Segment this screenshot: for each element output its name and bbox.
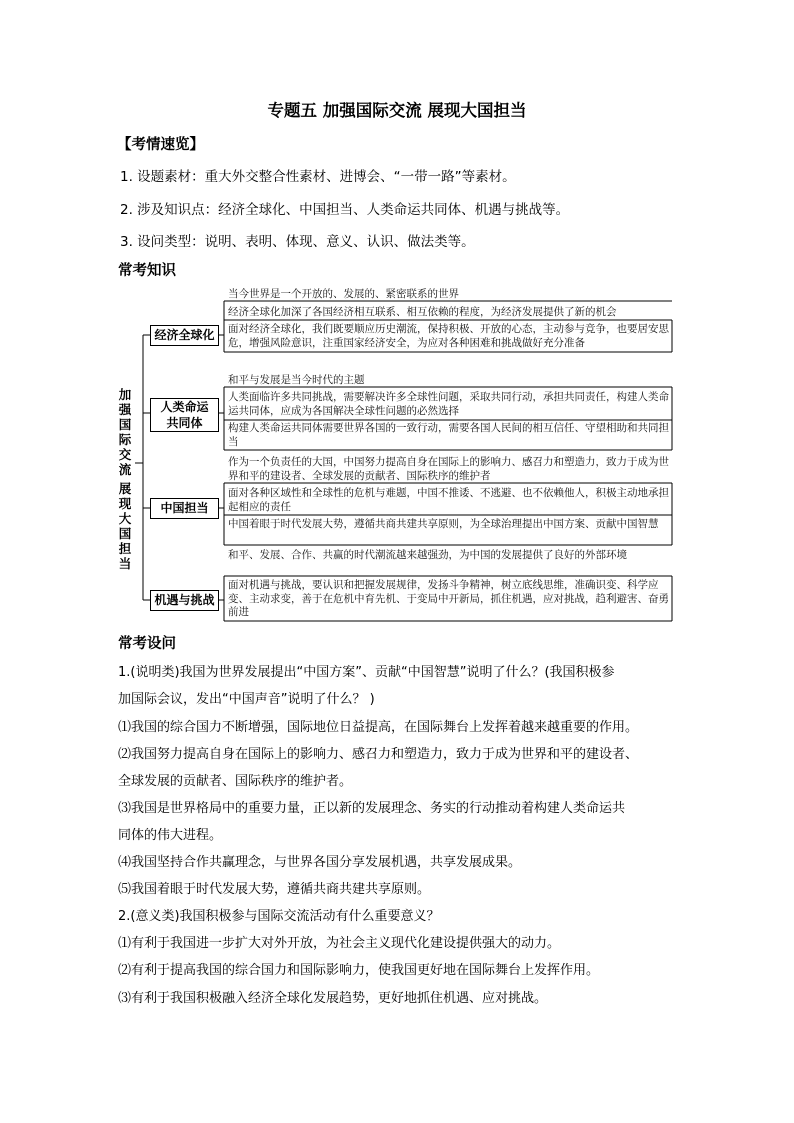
mindmap-root-char: 强 xyxy=(118,402,132,417)
answer-line: 同体的伟大进程。 xyxy=(118,828,223,843)
mindmap-root-char: 流 xyxy=(118,462,132,477)
category-china-responsibility: 中国担当 xyxy=(150,498,219,519)
overview-heading: 【考情速览】 xyxy=(117,137,204,153)
answer-line: 全球发展的贡献者、国际秩序的维护者。 xyxy=(118,774,353,789)
mindmap-leaf: 构建人类命运共同体需要世界各国的一致行动，需要各国人民间的相互信任、守望相助和共同担当 xyxy=(228,422,669,448)
mindmap-leaf: 当今世界是一个开放的、发展的、紧密联系的世界 xyxy=(228,288,459,300)
mindmap-leaf: 和平与发展是当今时代的主题 xyxy=(228,374,365,386)
mindmap-root-char: 当 xyxy=(118,556,132,571)
answer-line: ⑴有利于我国进一步扩大对外开放，为社会主义现代化建设提供强大的动力。 xyxy=(118,936,561,951)
category-label-line: 共同体 xyxy=(166,416,203,430)
answer-line: ⑵我国努力提高自身在国际上的影响力、感召力和塑造力，致力于成为世界和平的建设者、 xyxy=(118,747,639,762)
mindmap-root-char: 国 xyxy=(118,526,132,541)
answer-line: ⑷我国坚持合作共赢理念，与世界各国分享发展机遇，共享发展成果。 xyxy=(118,855,522,870)
mindmap-leaf: 面对各种区域性和全球性的危机与难题，中国不推诿、不逃避、也不依赖他人，积极主动地承担起相应的责任 xyxy=(228,487,669,513)
question-2: 2.(意义类)我国积极参与国际交流活动有什么重要意义？ xyxy=(118,909,440,924)
mindmap-leaf: 作为一个负责任的大国，中国努力提高自身在国际上的影响力、感召力和塑造力，致力于成为世界和平的建设者、全球发展的贡献者、国际秩序的维护者 xyxy=(228,456,669,482)
mindmap-root-char: 展 xyxy=(118,481,132,496)
mindmap-root-char: 担 xyxy=(118,541,132,556)
mindmap-root-char: 际 xyxy=(118,432,132,447)
questions-heading: 常考设问 xyxy=(118,636,176,652)
answer-line: ⑸我国着眼于时代发展大势，遵循共商共建共享原则。 xyxy=(118,882,431,897)
mindmap-root-char: 加 xyxy=(118,387,132,402)
question-1-line: 加国际会议，发出“中国声音”说明了什么？ ) xyxy=(118,692,375,707)
mindmap-leaf: 人类面临许多共同挑战，需要解决许多全球性问题，采取共同行动，承担共同责任，构建人类命运共同体，应成为各国解决全球性问题的必然选择 xyxy=(228,391,669,417)
answer-line: ⑴我国的综合国力不断增强，国际地位日益提高，在国际舞台上发挥着越来越重要的作用。 xyxy=(118,720,639,735)
mindmap-root-char: 国 xyxy=(118,417,132,432)
knowledge-heading: 常考知识 xyxy=(118,263,176,279)
answer-line: ⑶我国是世界格局中的重要力量，正以新的发展理念、务实的行动推动着构建人类命运共 xyxy=(118,801,626,816)
category-label-line: 人类命运 xyxy=(160,400,209,414)
overview-item: 2. 涉及知识点：经济全球化、中国担当、人类命运共同体、机遇与挑战等。 xyxy=(120,202,570,218)
mindmap-leaf: 和平、发展、合作、共赢的时代潮流越来越强劲，为中国的发展提供了良好的外部环境 xyxy=(228,549,627,561)
category-economic-globalization: 经济全球化 xyxy=(150,325,219,346)
question-1-line: 1.(说明类)我国为世界发展提出“中国方案”、贡献“中国智慧”说明了什么？(我国积极参 xyxy=(118,665,615,680)
category-opportunity-challenge: 机遇与挑战 xyxy=(150,590,219,611)
mindmap-leaf: 面对机遇与挑战，要认识和把握发展规律，发扬斗争精神，树立底线思维，准确识变、科学应变、主动求变，善于在危机中育先机、于变局中开新局，抓住机遇，应对挑战，趋利避害、奋勇前进 xyxy=(228,579,669,618)
mindmap-leaf: 中国着眼于时代发展大势，遵循共商共建共享原则，为全球治理提出中国方案、贡献中国智慧 xyxy=(228,518,659,530)
answer-line: ⑶有利于我国积极融入经济全球化发展趋势，更好地抓住机遇、应对挑战。 xyxy=(118,991,548,1006)
mindmap-root-char: 现 xyxy=(118,496,132,511)
category-community-shared-future xyxy=(150,398,219,432)
mindmap-leaf: 经济全球化加深了各国经济相互联系、相互依赖的程度，为经济发展提供了新的机会 xyxy=(228,306,617,318)
answer-line: ⑵有利于提高我国的综合国力和国际影响力，使我国更好地在国际舞台上发挥作用。 xyxy=(118,963,600,978)
mindmap-root-char: 大 xyxy=(118,511,132,526)
overview-item: 1. 设题素材：重大外交整合性素材、进博会、“一带一路”等素材。 xyxy=(120,169,516,185)
mindmap-root-char: 交 xyxy=(118,447,132,462)
mindmap-leaf: 面对经济全球化，我们既要顺应历史潮流，保持积极、开放的心态，主动参与竞争，也要居安思危，增强风险意识，注重国家经济安全，为应对各种困难和挑战做好充分准备 xyxy=(228,323,669,349)
page-title: 专题五 加强国际交流 展现大国担当 xyxy=(267,101,527,120)
overview-item: 3. 设问类型：说明、表明、体现、意义、认识、做法类等。 xyxy=(120,234,475,250)
